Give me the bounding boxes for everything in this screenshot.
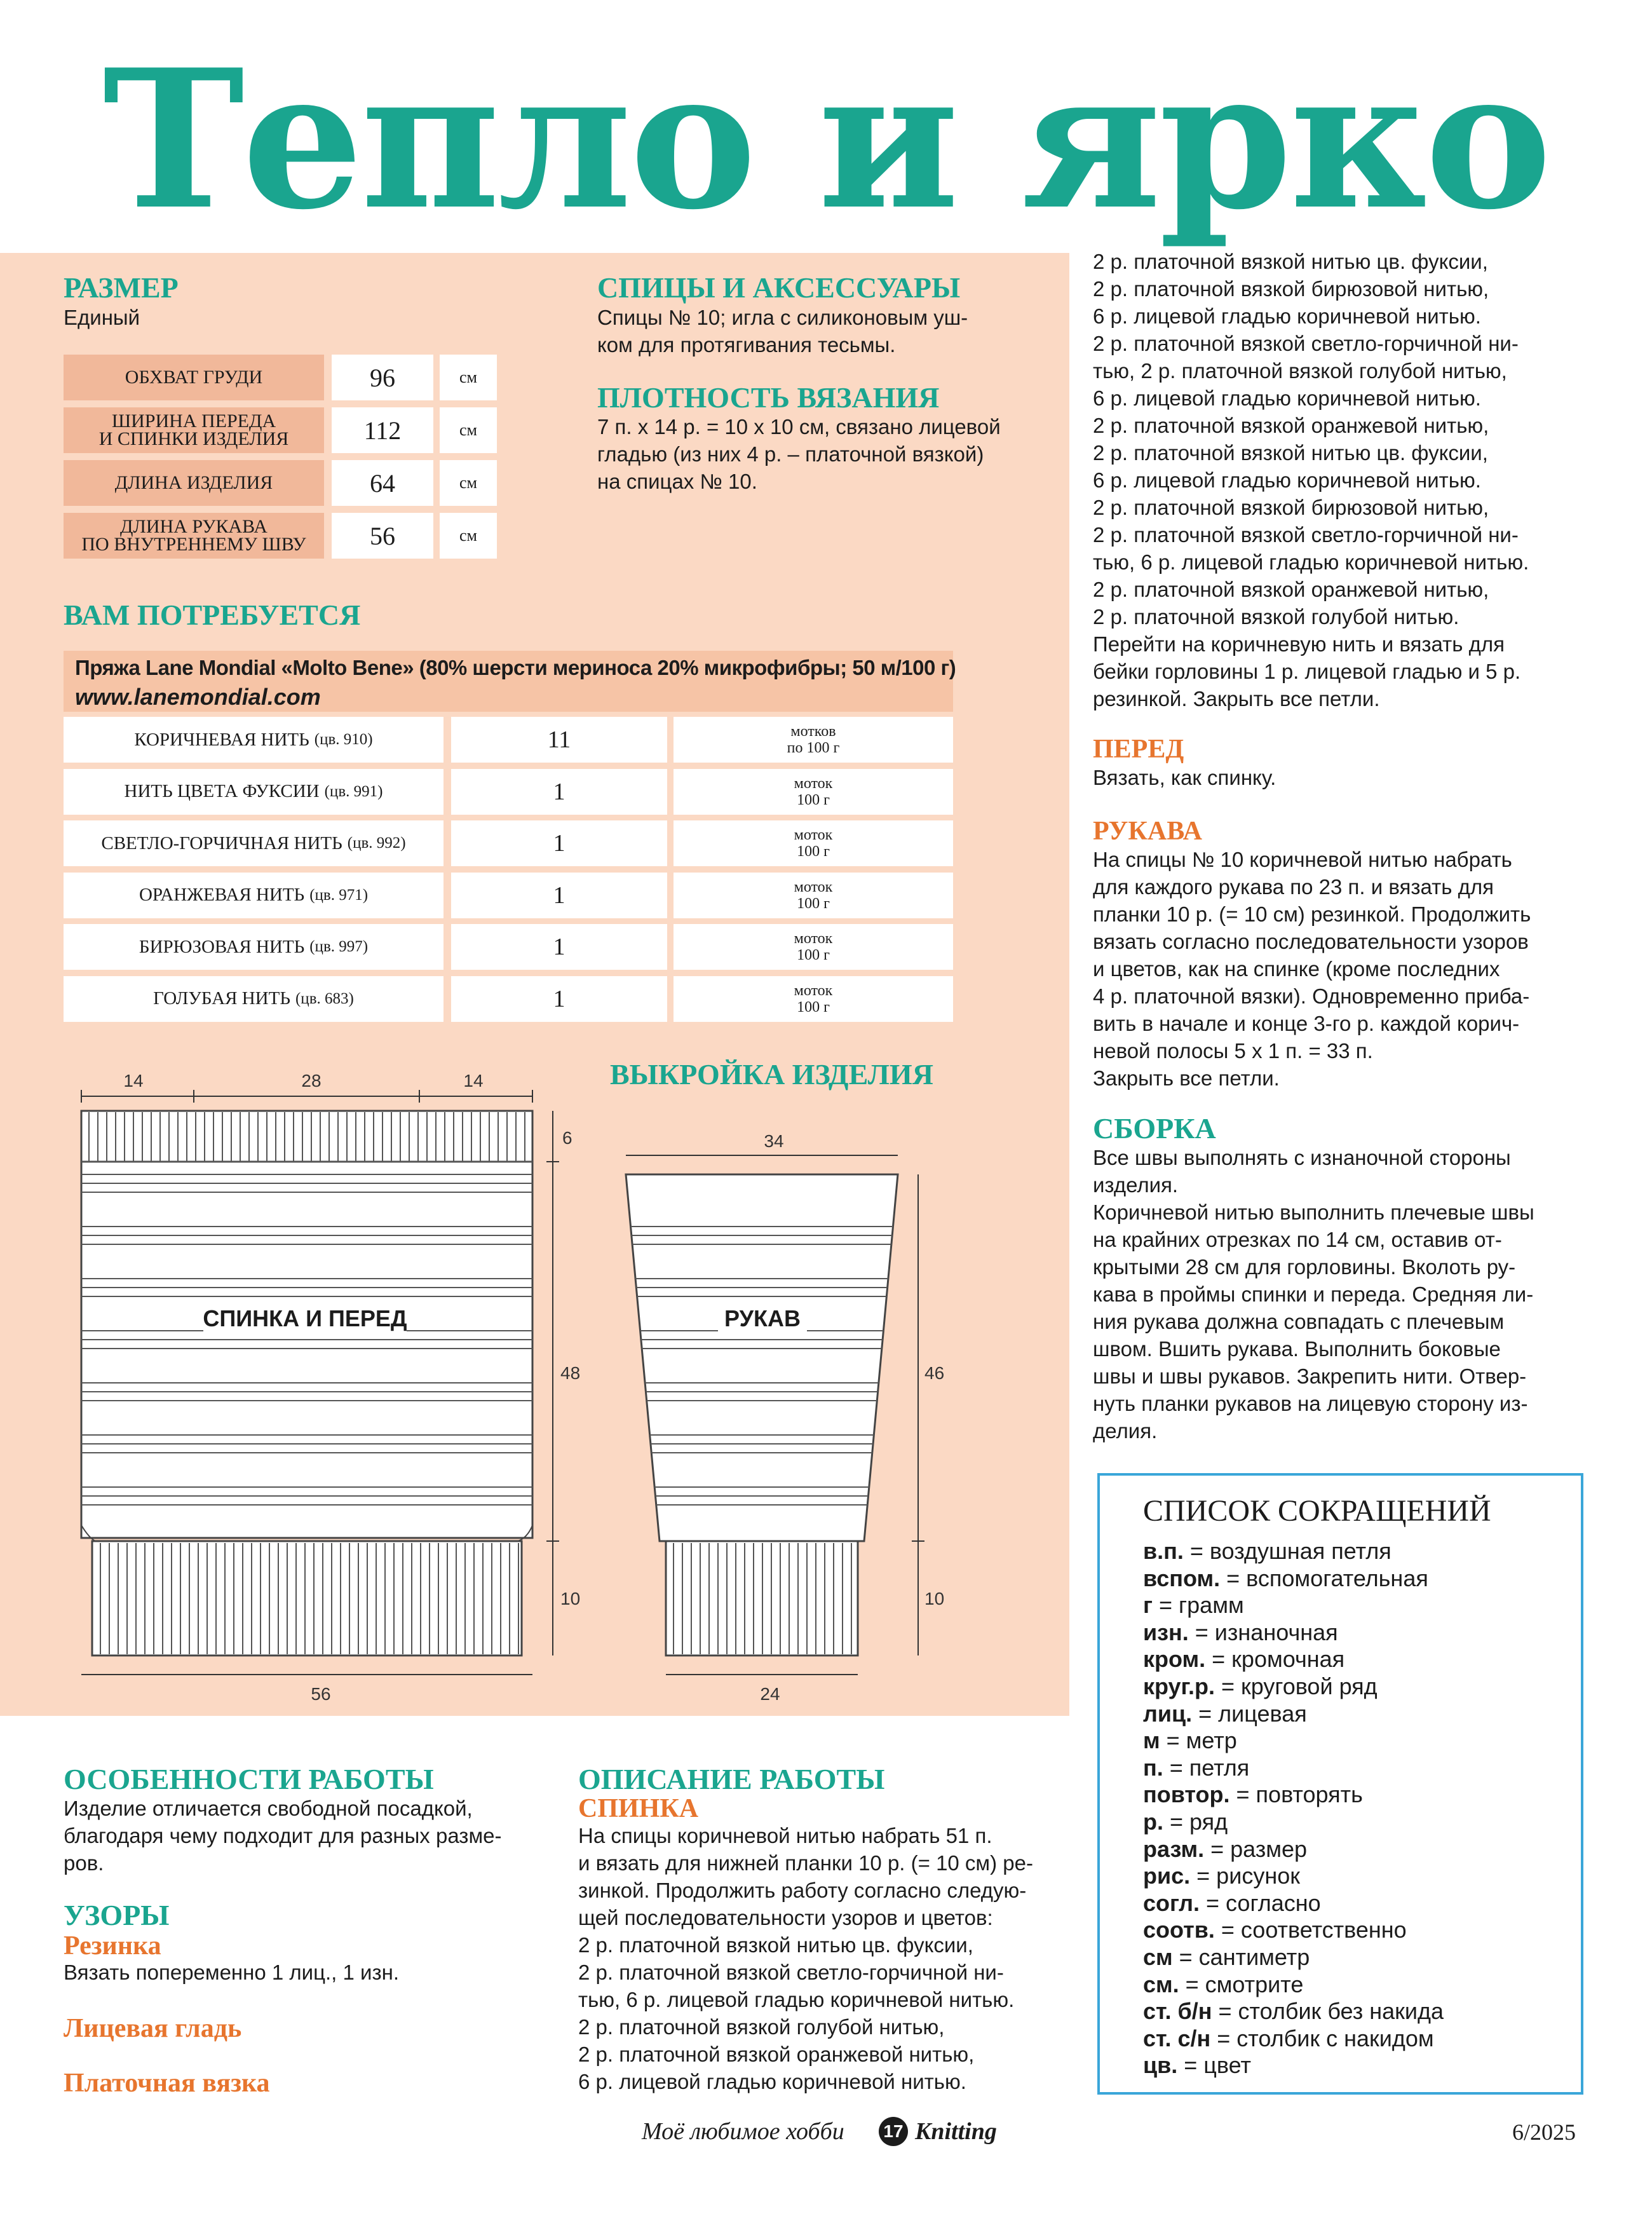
abbreviations-box <box>1097 1473 1583 2095</box>
yarn-color-name: СВЕТЛО-ГОРЧИЧНАЯ НИТЬ <box>101 833 342 853</box>
assembly-line: на крайних отрезках по 14 см, оставив от- <box>1093 1228 1502 1251</box>
abbreviation-meaning: = круговой ряд <box>1214 1673 1378 1699</box>
sleeves-line: 4 р. платочной вязки). Одновременно приба- <box>1093 984 1530 1008</box>
right-column-line: 2 р. платочной вязкой голубой нитью. <box>1093 605 1459 629</box>
size-row-unit: см <box>440 355 497 400</box>
features-line: Изделие отличается свободной посадкой, <box>64 1797 473 1820</box>
size-label-line: И СПИНКИ ИЗДЕЛИЯ <box>98 428 289 449</box>
sleeve-rib-lines <box>674 1543 851 1654</box>
abbreviation-term: согл. <box>1143 1889 1200 1916</box>
description-line: На спицы коричневой нитью набрать 51 п. <box>578 1824 992 1847</box>
description-line: 2 р. платочной вязкой голубой нитью, <box>578 2015 945 2039</box>
assembly-line: Коричневой нитью выполнить плечевые швы <box>1093 1200 1534 1224</box>
abbreviation-term: лиц. <box>1143 1700 1193 1727</box>
abbreviation-item <box>1143 1809 1444 1836</box>
yarn-color-code: (цв. 991) <box>324 782 383 800</box>
yarn-row-name <box>64 873 443 918</box>
assembly-line: швы и швы рукавов. Закрепить нити. Отвер- <box>1093 1364 1527 1388</box>
yarn-color-code: (цв. 992) <box>347 834 406 852</box>
right-column-line: тью, 6 р. лицевой гладью коричневой нитью. <box>1093 550 1529 574</box>
right-column-line: тью, 2 р. платочной вязкой голубой нитью, <box>1093 359 1507 383</box>
body-label: СПИНКА И ПЕРЕД <box>203 1305 407 1331</box>
yarn-row-unit <box>674 924 953 970</box>
right-column-line: 6 р. лицевой гладью коричневой нитью. <box>1093 468 1481 492</box>
sleeve-outline <box>626 1174 898 1541</box>
front-text: Вязать, как спинку. <box>1093 766 1276 789</box>
size-label-line: ДЛИНА ИЗДЕЛИЯ <box>114 472 273 493</box>
pattern-diagram <box>0 1017 1069 1704</box>
abbreviation-meaning: = столбик с накидом <box>1210 2025 1434 2051</box>
abbreviation-item <box>1143 1619 1444 1647</box>
abbreviation-item <box>1143 1944 1444 1971</box>
right-column-line: 2 р. платочной вязкой нитью цв. фуксии, <box>1093 441 1488 465</box>
rib-text: Вязать попеременно 1 лиц., 1 изн. <box>64 1961 399 1984</box>
yarn-row-name <box>64 717 443 763</box>
abbreviation-meaning: = повторять <box>1229 1781 1363 1808</box>
size-label-line: ПО ВНУТРЕННЕМУ ШВУ <box>81 534 306 555</box>
yarn-color-name: ОРАНЖЕВАЯ НИТЬ <box>139 885 305 905</box>
rib-title: Резинка <box>64 1931 161 1961</box>
abbreviation-item <box>1143 1890 1444 1917</box>
size-row-label <box>64 355 324 400</box>
right-column-line: резинкой. Закрыть все петли. <box>1093 687 1380 710</box>
abbreviation-item <box>1143 1836 1444 1863</box>
sleeves-line: Закрыть все петли. <box>1093 1066 1280 1090</box>
abbreviation-meaning: = смотрите <box>1179 1971 1304 1997</box>
sleeves-line: планки 10 р. (= 10 см) резинкой. Продолжить <box>1093 902 1531 926</box>
yarn-unit-line: моток <box>794 878 833 895</box>
description-line: зинкой. Продолжить работу согласно следую- <box>578 1879 1027 1902</box>
needles-line: Спицы № 10; игла с силиконовым уш- <box>597 306 968 329</box>
sleeves-line: и цветов, как на спинке (кроме последних <box>1093 957 1500 981</box>
sleeves-line: невой полосы 5 х 1 п. = 33 п. <box>1093 1039 1373 1063</box>
right-column-line: 2 р. платочной вязкой оранжевой нитью, <box>1093 414 1489 437</box>
page-number-badge: 17 <box>879 2117 908 2146</box>
assembly-line: ния рукава должна совпадать с плечевым <box>1093 1310 1505 1333</box>
abbreviation-term: соотв. <box>1143 1917 1215 1943</box>
abbreviation-meaning: = цвет <box>1177 2052 1251 2079</box>
abbreviation-meaning: = петля <box>1163 1754 1250 1781</box>
abbreviations-heading: СПИСОК СОКРАЩЕНИЙ <box>1143 1494 1491 1528</box>
abbreviation-item <box>1143 2052 1444 2079</box>
abbreviation-term: р. <box>1143 1808 1163 1835</box>
assembly-heading: СБОРКА <box>1093 1112 1216 1145</box>
yarn-row-name <box>64 924 443 970</box>
abbreviation-item <box>1143 1998 1444 2025</box>
yarn-unit-line: мотков <box>790 723 836 740</box>
abbreviation-term: в.п. <box>1143 1538 1184 1564</box>
abbreviation-meaning: = грамм <box>1153 1592 1244 1619</box>
needles-text <box>597 304 968 358</box>
yarn-row-qty: 1 <box>451 769 667 815</box>
right-column-line: 6 р. лицевой гладью коричневой нитью. <box>1093 386 1481 410</box>
abbreviation-item <box>1143 1971 1444 1999</box>
yarn-color-code: (цв. 683) <box>295 989 354 1007</box>
abbreviation-term: изн. <box>1143 1619 1189 1645</box>
abbreviation-term: круг.р. <box>1143 1673 1215 1699</box>
body-piece <box>81 1111 532 1655</box>
yarn-row-unit <box>674 820 953 866</box>
abbreviation-term: повтор. <box>1143 1781 1230 1808</box>
yarn-row-name <box>64 820 443 866</box>
gauge-line: 7 п. х 14 р. = 10 х 10 см, связано лицевой <box>597 415 1001 438</box>
abbreviation-item <box>1143 1781 1444 1809</box>
sleeves-line: для каждого рукава по 23 п. и вязать для <box>1093 875 1494 899</box>
patterns-heading: УЗОРЫ <box>64 1899 170 1931</box>
sleeve-label: РУКАВ <box>724 1305 801 1331</box>
right-column-line: 6 р. лицевой гладью коричневой нитью. <box>1093 304 1481 328</box>
right-column-text <box>1093 248 1529 712</box>
abbreviation-item <box>1143 1538 1444 1565</box>
abbreviation-meaning: = воздушная петля <box>1183 1538 1391 1564</box>
features-heading: ОСОБЕННОСТИ РАБОТЫ <box>64 1763 434 1795</box>
yarn-website: www.lanemondial.com <box>75 684 321 710</box>
yarn-row-unit <box>674 717 953 763</box>
sleeve-piece <box>626 1174 898 1655</box>
right-column-line: 2 р. платочной вязкой светло-горчичной ни- <box>1093 523 1519 547</box>
yarn-row-unit <box>674 976 953 1022</box>
abbreviation-meaning: = столбик без накида <box>1212 1998 1444 2025</box>
abbreviation-term: ст. б/н <box>1143 1998 1212 2025</box>
sleeves-title: РУКАВА <box>1093 817 1202 846</box>
dim-label: 56 <box>311 1684 331 1704</box>
abbreviation-term: разм. <box>1143 1835 1205 1862</box>
assembly-line: изделия. <box>1093 1173 1179 1197</box>
gauge-line: гладью (из них 4 р. – платочной вязкой) <box>597 442 984 466</box>
right-column-line: бейки горловины 1 р. лицевой гладью и 5 р. <box>1093 660 1521 683</box>
abbreviation-term: см <box>1143 1943 1173 1970</box>
dim-label: 6 <box>562 1128 572 1148</box>
right-column-line: 2 р. платочной вязкой светло-горчичной ни- <box>1093 332 1519 355</box>
abbreviation-term: г <box>1143 1592 1153 1619</box>
dim-label: 24 <box>760 1684 780 1704</box>
abbreviation-term: цв. <box>1143 2052 1178 2079</box>
abbreviation-term: вспом. <box>1143 1565 1221 1591</box>
size-value: Единый <box>64 306 140 329</box>
gauge-heading: ПЛОТНОСТЬ ВЯЗАНИЯ <box>597 381 940 414</box>
features-text <box>64 1795 501 1877</box>
size-row-value: 64 <box>332 460 433 506</box>
gauge-line: на спицах № 10. <box>597 470 757 493</box>
abbreviation-meaning: = соответственно <box>1214 1917 1407 1943</box>
yarn-unit-line: моток <box>794 827 833 843</box>
footer-section: Knitting <box>915 2118 997 2145</box>
assembly-text <box>1093 1144 1534 1444</box>
size-label-line: ШИРИНА ПЕРЕДА <box>111 411 276 432</box>
abbreviation-term: ст. с/н <box>1143 2025 1211 2051</box>
footer-issue: 6/2025 <box>1512 2119 1576 2145</box>
size-row-value: 112 <box>332 407 433 453</box>
dim-label: 14 <box>123 1071 144 1091</box>
abbreviation-term: кром. <box>1143 1646 1206 1673</box>
yarn-color-name: ГОЛУБАЯ НИТЬ <box>153 988 290 1009</box>
right-column-line: 2 р. платочной вязкой бирюзовой нитью, <box>1093 277 1489 301</box>
size-row-value: 96 <box>332 355 433 400</box>
yarn-color-name: КОРИЧНЕВАЯ НИТЬ <box>134 729 309 750</box>
abbreviation-item <box>1143 1592 1444 1619</box>
abbreviation-meaning: = лицевая <box>1192 1700 1307 1727</box>
size-label-line: ОБХВАТ ГРУДИ <box>125 367 263 388</box>
dim-label: 34 <box>764 1131 784 1151</box>
description-line: щей последовательности узоров и цветов: <box>578 1906 993 1929</box>
right-column-line: 2 р. платочной вязкой оранжевой нитью, <box>1093 578 1489 601</box>
assembly-line: швом. Вшить рукава. Выполнить боковые <box>1093 1337 1501 1361</box>
description-line: 2 р. платочной вязкой нитью цв. фуксии, <box>578 1933 973 1957</box>
yarn-unit-line: моток <box>794 930 833 947</box>
description-line: 2 р. платочной вязкой оранжевой нитью, <box>578 2043 975 2066</box>
needles-line: ком для протягивания тесьмы. <box>597 333 896 357</box>
footer-magazine: Моё любимое хобби <box>642 2118 844 2145</box>
size-row-label <box>64 407 324 453</box>
yarn-unit-line: моток <box>794 775 833 792</box>
right-column-line: Перейти на коричневую нить и вязать для <box>1093 632 1505 656</box>
assembly-line: делия. <box>1093 1419 1158 1443</box>
assembly-line: кава в проймы спинки и переда. Средняя ли- <box>1093 1282 1534 1306</box>
abbreviation-meaning: = размер <box>1204 1835 1308 1862</box>
yarn-row-unit <box>674 873 953 918</box>
description-line: 2 р. платочной вязкой светло-горчичной ни- <box>578 1961 1004 1984</box>
size-row-unit: см <box>440 407 497 453</box>
description-text <box>578 1822 1033 2095</box>
right-column-line: 2 р. платочной вязкой бирюзовой нитью, <box>1093 496 1489 519</box>
sleeves-line: На спицы № 10 коричневой нитью набрать <box>1093 848 1512 871</box>
abbreviation-item <box>1143 1646 1444 1673</box>
abbreviation-meaning: = рисунок <box>1190 1863 1300 1889</box>
page-title: Тепло и ярко <box>102 27 1550 252</box>
description-line: 6 р. лицевой гладью коричневой нитью. <box>578 2070 966 2093</box>
size-row-unit: см <box>440 460 497 506</box>
yarn-unit-line: моток <box>794 982 833 999</box>
sleeves-line: вить в начале и конце 3-го р. каждой корич- <box>1093 1012 1520 1035</box>
size-row-label <box>64 513 324 559</box>
yarn-row-unit <box>674 769 953 815</box>
abbreviation-meaning: = сантиметр <box>1172 1943 1310 1970</box>
abbreviation-item <box>1143 1727 1444 1755</box>
yarn-row-name <box>64 976 443 1022</box>
abbreviation-item <box>1143 1701 1444 1728</box>
dim-label: 10 <box>924 1589 945 1608</box>
sleeves-line: вязать согласно последовательности узоров <box>1093 930 1529 953</box>
abbreviations-list <box>1143 1538 1444 2079</box>
yarn-unit-line: 100 г <box>797 947 830 963</box>
abbreviation-meaning: = вспомогательная <box>1220 1565 1428 1591</box>
dim-label: 14 <box>463 1071 484 1091</box>
dim-label: 46 <box>924 1363 945 1383</box>
features-line: благодаря чему подходит для разных разме- <box>64 1824 502 1847</box>
abbreviation-meaning: = метр <box>1160 1727 1237 1754</box>
needles-heading: СПИЦЫ И АКСЕССУАРЫ <box>597 271 961 304</box>
size-row-unit: см <box>440 513 497 559</box>
abbreviation-item <box>1143 1673 1444 1701</box>
yarn-row-name <box>64 769 443 815</box>
stockinette-title: Лицевая гладь <box>64 2014 242 2043</box>
size-heading: РАЗМЕР <box>64 271 179 304</box>
abbreviation-item <box>1143 1917 1444 1944</box>
size-row-label <box>64 460 324 506</box>
abbreviation-item <box>1143 2025 1444 2053</box>
yarn-unit-line: 100 г <box>797 998 830 1016</box>
yarn-unit-line: 100 г <box>797 895 830 912</box>
right-column-line: 2 р. платочной вязкой нитью цв. фуксии, <box>1093 250 1488 273</box>
yarn-row-qty: 1 <box>451 820 667 866</box>
yarn-color-code: (цв. 910) <box>314 731 373 748</box>
description-heading: ОПИСАНИЕ РАБОТЫ <box>578 1763 885 1795</box>
abbreviation-meaning: = согласно <box>1199 1889 1321 1916</box>
dim-label: 48 <box>560 1363 581 1383</box>
assembly-line: нуть планки рукавов на лицевую сторону из- <box>1093 1392 1528 1415</box>
assembly-line: Все швы выполнять с изнаночной стороны <box>1093 1146 1511 1169</box>
yarn-color-code: (цв. 997) <box>309 938 369 955</box>
yarn-unit-line: по 100 г <box>787 740 840 756</box>
abbreviation-term: см. <box>1143 1971 1179 1997</box>
description-line: и вязать для нижней планки 10 р. (= 10 см) ре- <box>578 1851 1033 1875</box>
abbreviation-item <box>1143 1565 1444 1593</box>
yarn-color-name: НИТЬ ЦВЕТА ФУКСИИ <box>124 781 320 801</box>
dim-label: 28 <box>301 1071 322 1091</box>
pattern-heading: ВЫКРОЙКА ИЗДЕЛИЯ <box>610 1058 933 1091</box>
front-title: ПЕРЕД <box>1093 735 1184 764</box>
abbreviation-term: п. <box>1143 1754 1163 1781</box>
features-line: ров. <box>64 1851 104 1875</box>
yarn-color-name: БИРЮЗОВАЯ НИТЬ <box>139 936 305 957</box>
abbreviation-term: м <box>1143 1727 1160 1754</box>
yarn-row-qty: 11 <box>451 717 667 763</box>
yarn-header <box>64 651 956 712</box>
abbreviation-meaning: = ряд <box>1163 1808 1228 1835</box>
abbreviation-term: рис. <box>1143 1863 1191 1889</box>
materials-heading: ВАМ ПОТРЕБУЕТСЯ <box>64 599 361 631</box>
yarn-row-qty: 1 <box>451 924 667 970</box>
garter-title: Платочная вязка <box>64 2069 270 2098</box>
abbreviation-item <box>1143 1863 1444 1890</box>
abbreviation-meaning: = изнаночная <box>1188 1619 1338 1645</box>
back-title: СПИНКА <box>578 1794 699 1823</box>
yarn-description: Пряжа Lane Mondial «Molto Bene» (80% шерсти мериноса 20% микрофибры; 50 м/100 г) <box>75 656 956 679</box>
yarn-unit-line: 100 г <box>797 843 830 860</box>
yarn-row-qty: 1 <box>451 976 667 1022</box>
abbreviation-item <box>1143 1755 1444 1782</box>
body-bottom-rib <box>92 1541 522 1655</box>
yarn-color-code: (цв. 971) <box>309 886 369 904</box>
gauge-text <box>597 413 1001 495</box>
sleeves-text <box>1093 846 1531 1092</box>
size-row-value: 56 <box>332 513 433 559</box>
abbreviation-meaning: = кромочная <box>1205 1646 1345 1673</box>
assembly-line: крытыми 28 см для горловины. Вколоть ру- <box>1093 1255 1516 1279</box>
yarn-unit-line: 100 г <box>797 791 830 808</box>
size-label-line: ДЛИНА РУКАВА <box>120 516 267 537</box>
description-line: тью, 6 р. лицевой гладью коричневой нитью. <box>578 1988 1015 2011</box>
yarn-row-qty: 1 <box>451 873 667 918</box>
dim-label: 10 <box>560 1589 581 1608</box>
